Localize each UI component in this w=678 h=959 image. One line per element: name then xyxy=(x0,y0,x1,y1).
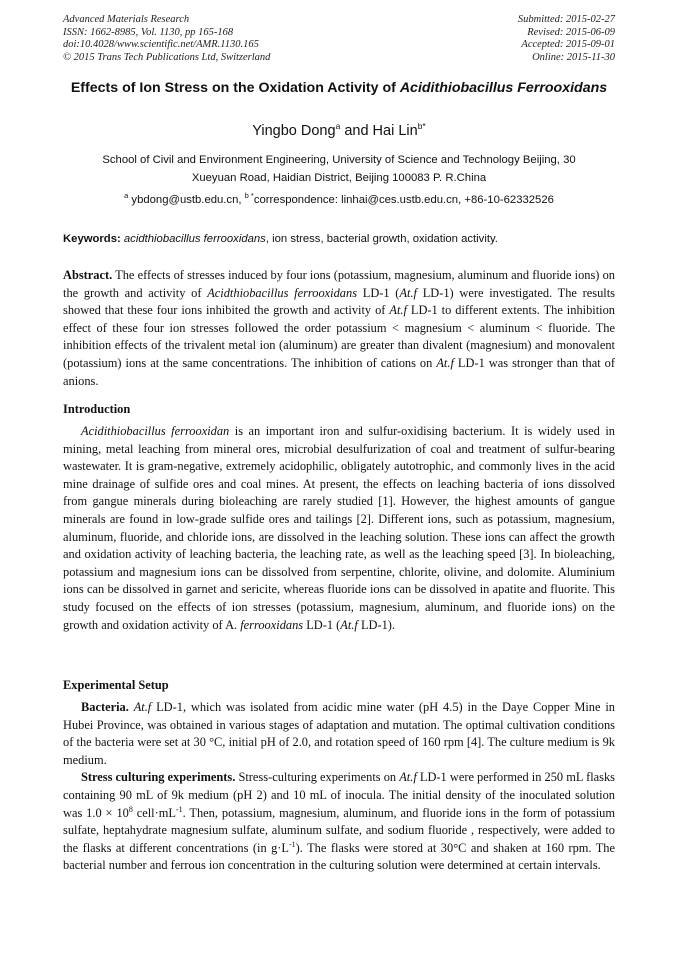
author-1-marker: a xyxy=(335,121,341,132)
intro-text: is an important iron and sulfur-oxidising bacterium. It is widely used in mining, metal leaching from mineral ores, microbial desulfurization of coal and treatment of sulfur-bearing wastewater. It is gram-negative, extremely acidophilic, obligately autotrophic, and commonly lives in the acid mine drainage of sulfide ores and coal mines. At present, the effects on leaching bacteria of ions dissolved from gangue minerals during bioleaching are rarely studied [1]. However, the highest amounts of gangue minerals are found in low-grade sulfide ores and tailings [2]. Different ions, such as potassium, magnesium, aluminum, fluoride, and chloride ions, are dissolved in the leaching solution. These ions can affect the growth and oxidation activity of leaching bacteria, the leaching rate, as well as the leaching speed [3]. In bioleaching, potassium and magnesium ions can be dissolved from serpentine, chlorite, olivine, and dolomite. Aluminium ions can be dissolved in garnet and sericite, whereas fluoride ions can be dissolved in apatite and fluorite. This study focused on the effects of ion stresses (potassium, magnesium, aluminum, and fluoride ions) on the growth and oxidation activity of A. xyxy=(63,424,615,632)
author-2: Hai Lin xyxy=(372,123,418,139)
online-date: Online: 2015-11-30 xyxy=(532,51,615,63)
email-a[interactable]: ybdong@ustb.edu.cn, xyxy=(128,194,245,206)
abstract-label: Abstract. xyxy=(63,268,113,282)
copyright-line: © 2015 Trans Tech Publications Ltd, Switzerland xyxy=(63,51,271,63)
introduction-heading: Introduction xyxy=(63,402,131,416)
experimental-setup-body xyxy=(63,699,615,875)
affiliation-line-2: Xueyuan Road, Haidian District, Beijing 100083 P. R.China xyxy=(191,172,487,184)
setup-text: cell·mL xyxy=(132,805,176,820)
author-1: Yingbo Dong xyxy=(252,123,336,139)
intro-text: LD-1 ( xyxy=(303,617,341,632)
intro-italic: Acidithiobacillus ferrooxidan xyxy=(81,424,230,438)
title-text: Effects of Ion Stress on the Oxidation Activity of xyxy=(70,80,400,96)
abstract-italic: Acidthiobacillus ferrooxidans xyxy=(207,285,358,300)
abstract-text: LD-1 was stronger than that of anions. xyxy=(63,355,615,388)
intro-italic: ferrooxidans xyxy=(240,617,304,632)
superscript: -1 xyxy=(175,804,183,814)
abstract xyxy=(63,267,615,390)
abstract-text: LD-1 ( xyxy=(357,285,400,300)
abstract-text: The effects of stresses induced by four ions (potassium, magnesium, aluminum and fluoride ions) on the growth and activity of xyxy=(63,268,615,300)
stress-label: Stress culturing experiments. xyxy=(81,770,236,785)
journal-meta xyxy=(63,14,270,64)
setup-text: LD-1, which was isolated from acidic mine water (pH 4.5) in the Daye Copper Mine in Hubei Province, was obtained in various stages of adaptation and mutation. The optimal cultivation conditions of the bacteria were set at 30 °C, initial pH of 2.0, and rotation speed of 160 rpm [4]. The culture medium is 9k medium. xyxy=(63,700,615,767)
abstract-text: LD-1 to different extents. The inhibition effect of these four ion stresses followed the order potassium < magnesium < aluminum < fluoride. The inhibition effects of the trivalent metal ion (aluminum) are greater than divalent (magnesium) and monovalent (potassium) ions at the same concentrations. The inhibition of cations on xyxy=(63,303,615,370)
keywords-label: Keywords: xyxy=(63,233,121,245)
intro-italic: At.f xyxy=(340,617,358,632)
correspondence-text[interactable]: correspondence: linhai@ces.ustb.edu.cn, +86-10-62332526 xyxy=(253,194,554,206)
introduction-body xyxy=(63,423,615,634)
superscript: -1 xyxy=(289,839,296,849)
setup-text: ). The flasks were stored at 30°C and shaken at 160 rpm. The bacterial number and ferrous ion concentration in the culturing solution were determined at certain intervals. xyxy=(63,840,615,873)
setup-text: . Then, potassium, magnesium, aluminum, and fluoride ions in the form of potassium sulfate, heptahydrate magnesium sulfate, aluminum sulfate, and sodium fluoride , respectively, were added to the flasks at different concentrations (in g·L xyxy=(63,805,615,855)
author-line xyxy=(40,122,638,140)
author-conjunction: and xyxy=(340,123,373,139)
author-2-marker: b* xyxy=(417,121,426,132)
contact-marker-b: b * xyxy=(244,191,254,201)
doi-line: doi:10.4028/www.scientific.net/AMR.1130.165 xyxy=(63,39,259,50)
intro-text: LD-1). xyxy=(357,617,396,632)
journal-name: Advanced Materials Research xyxy=(63,14,190,25)
abstract-italic: At.f xyxy=(436,355,454,370)
revised-date: Revised: 2015-06-09 xyxy=(527,26,615,38)
setup-text: Stress-culturing experiments on xyxy=(235,770,400,785)
setup-italic: At.f xyxy=(399,770,417,785)
submitted-date: Submitted: 2015-02-27 xyxy=(517,14,615,25)
setup-italic: At.f xyxy=(133,700,152,714)
abstract-italic: At.f xyxy=(399,285,417,300)
superscript: 8 xyxy=(128,804,133,814)
dates-meta xyxy=(518,14,615,64)
keywords-italic: acidthiobacillus ferrooxidans xyxy=(120,233,266,245)
experimental-setup-heading: Experimental Setup xyxy=(63,678,169,692)
setup-text: LD-1 were performed in 250 mL flasks containing 90 mL of 9k medium (pH 2) and 10 mL of inocula. The initial density of the inoculated solution was 1.0 × 10 xyxy=(63,770,616,820)
bacteria-label: Bacteria. xyxy=(81,700,129,714)
contact-marker-a: a xyxy=(124,191,129,201)
issn-line: ISSN: 1662-8985, Vol. 1130, pp 165-168 xyxy=(63,26,234,38)
abstract-italic: At.f xyxy=(389,303,407,318)
accepted-date: Accepted: 2015-09-01 xyxy=(521,39,615,50)
title-species: Acidithiobacillus Ferrooxidans xyxy=(399,80,608,96)
keywords xyxy=(63,232,623,247)
affiliation xyxy=(60,151,618,187)
keywords-rest: , ion stress, bacterial growth, oxidation activity. xyxy=(265,233,498,245)
affiliation-line-1: School of Civil and Environment Engineering, University of Science and Technology Beijing, 30 xyxy=(102,154,576,166)
abstract-text: LD-1) were investigated. The results showed that these four ions inhibited the growth and activity of xyxy=(63,285,615,318)
paper-title xyxy=(40,80,638,97)
contact-line xyxy=(40,193,638,208)
